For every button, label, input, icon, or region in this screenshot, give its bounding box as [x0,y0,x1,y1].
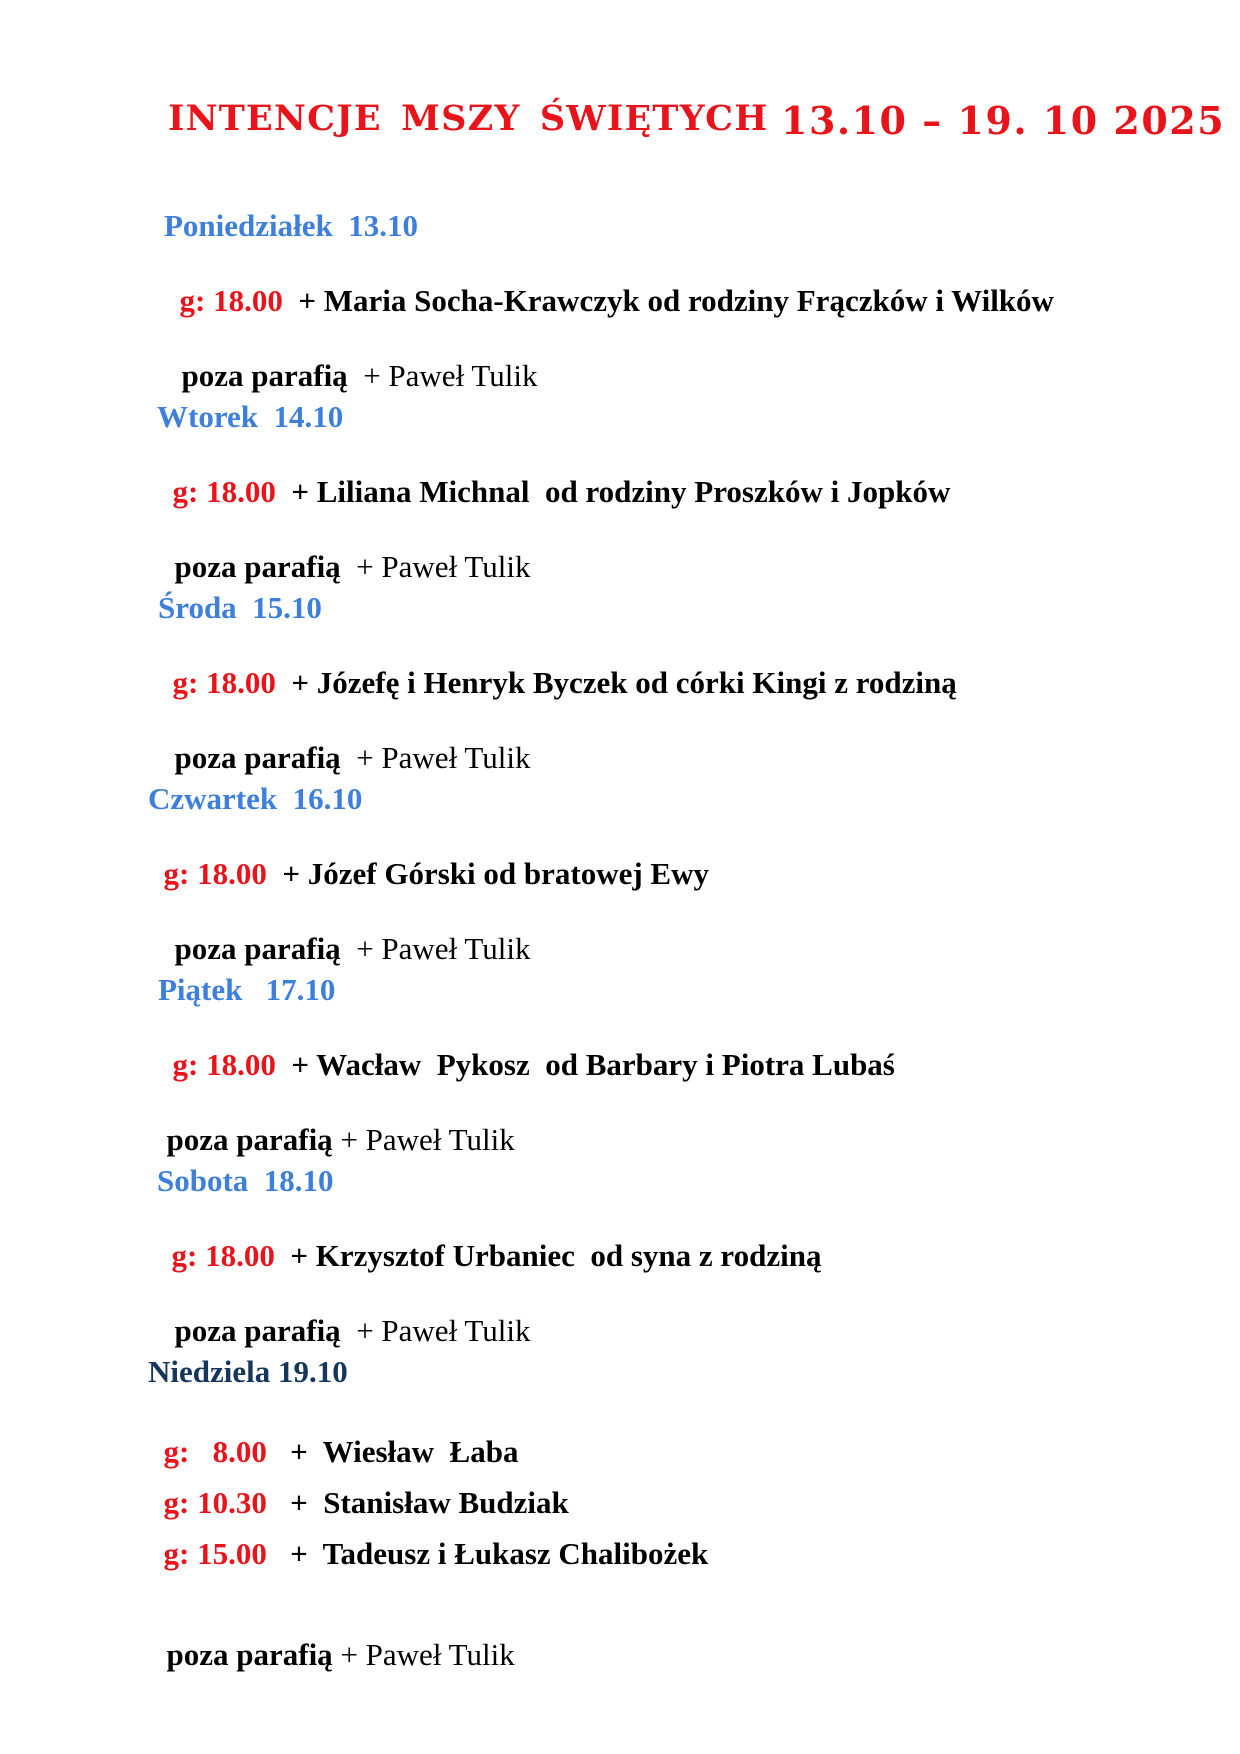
outside-parish-intention: + Paweł Tulik [340,931,531,966]
mass-line-saturday [156,1202,821,1274]
outside-parish-wednesday [159,704,530,776]
outside-parish-thursday [159,895,530,967]
day-title-wednesday: Środa 15.10 [158,590,322,625]
day-title-friday: Piątek 17.10 [158,972,336,1007]
mass-line-sunday-3 [148,1500,708,1572]
day-title-sunday: Niedziela 19.10 [148,1354,348,1389]
mass-time: g: 18.00 [163,856,267,891]
mass-line-thursday [148,820,709,892]
mass-intention: + Wacław Pykosz od Barbary i Piotra Lubaś [275,1047,895,1082]
outside-parish-label: poza parafią [174,740,341,775]
page-title: INTENCJE MSZY ŚWIĘTYCH [168,98,769,139]
mass-intention: + Tadeusz i Łukasz Chalibożek [266,1536,709,1571]
day-title-tuesday: Wtorek 14.10 [157,399,344,434]
mass-intention: + Stanisław Budziak [266,1485,569,1520]
mass-time: g: 18.00 [172,665,276,700]
mass-line-tuesday [157,438,950,510]
page-header [0,98,1240,158]
day-title-monday: Poniedziałek 13.10 [164,208,419,243]
day-title-thursday: Czwartek 16.10 [148,781,363,816]
mass-time: g: 15.00 [163,1536,267,1571]
outside-parish-label: poza parafią [166,1122,333,1157]
mass-intention: + Józefę i Henryk Byczek od córki Kingi z rodziną [275,665,957,700]
outside-parish-intention: + Paweł Tulik [340,1313,531,1348]
outside-parish-intention: + Paweł Tulik [332,1122,515,1157]
outside-parish-intention: + Paweł Tulik [340,549,531,584]
outside-parish-saturday [159,1277,530,1349]
mass-time: g: 18.00 [172,474,276,509]
outside-parish-intention: + Paweł Tulik [347,358,538,393]
mass-line-friday [157,1011,895,1083]
mass-intention: + Wiesław Łaba [266,1434,519,1469]
mass-time: g: 8.00 [163,1434,267,1469]
mass-line-wednesday [157,629,957,701]
mass-line-monday [164,247,1054,319]
outside-parish-label: poza parafią [181,358,348,393]
outside-parish-tuesday [159,513,530,585]
day-title-saturday: Sobota 18.10 [157,1163,334,1198]
outside-parish-monday [166,322,537,394]
mass-time: g: 18.00 [171,1238,275,1273]
outside-parish-sunday [151,1601,515,1673]
mass-intention: + Krzysztof Urbaniec od syna z rodziną [274,1238,822,1273]
outside-parish-label: poza parafią [166,1637,333,1672]
mass-intention: + Maria Socha-Krawczyk od rodziny Frączków i Wilków [282,283,1054,318]
outside-parish-label: poza parafią [174,931,341,966]
mass-intention: + Józef Górski od bratowej Ewy [266,856,709,891]
outside-parish-label: poza parafią [174,1313,341,1348]
outside-parish-label: poza parafią [174,549,341,584]
date-range: 13.10 – 19. 10 2025 [781,98,1226,143]
mass-time: g: 18.00 [172,1047,276,1082]
mass-intention: + Liliana Michnal od rodziny Proszków i Jopków [275,474,951,509]
mass-time: g: 18.00 [179,283,283,318]
mass-time: g: 10.30 [163,1485,267,1520]
outside-parish-friday [151,1086,515,1158]
outside-parish-intention: + Paweł Tulik [332,1637,515,1672]
outside-parish-intention: + Paweł Tulik [340,740,531,775]
